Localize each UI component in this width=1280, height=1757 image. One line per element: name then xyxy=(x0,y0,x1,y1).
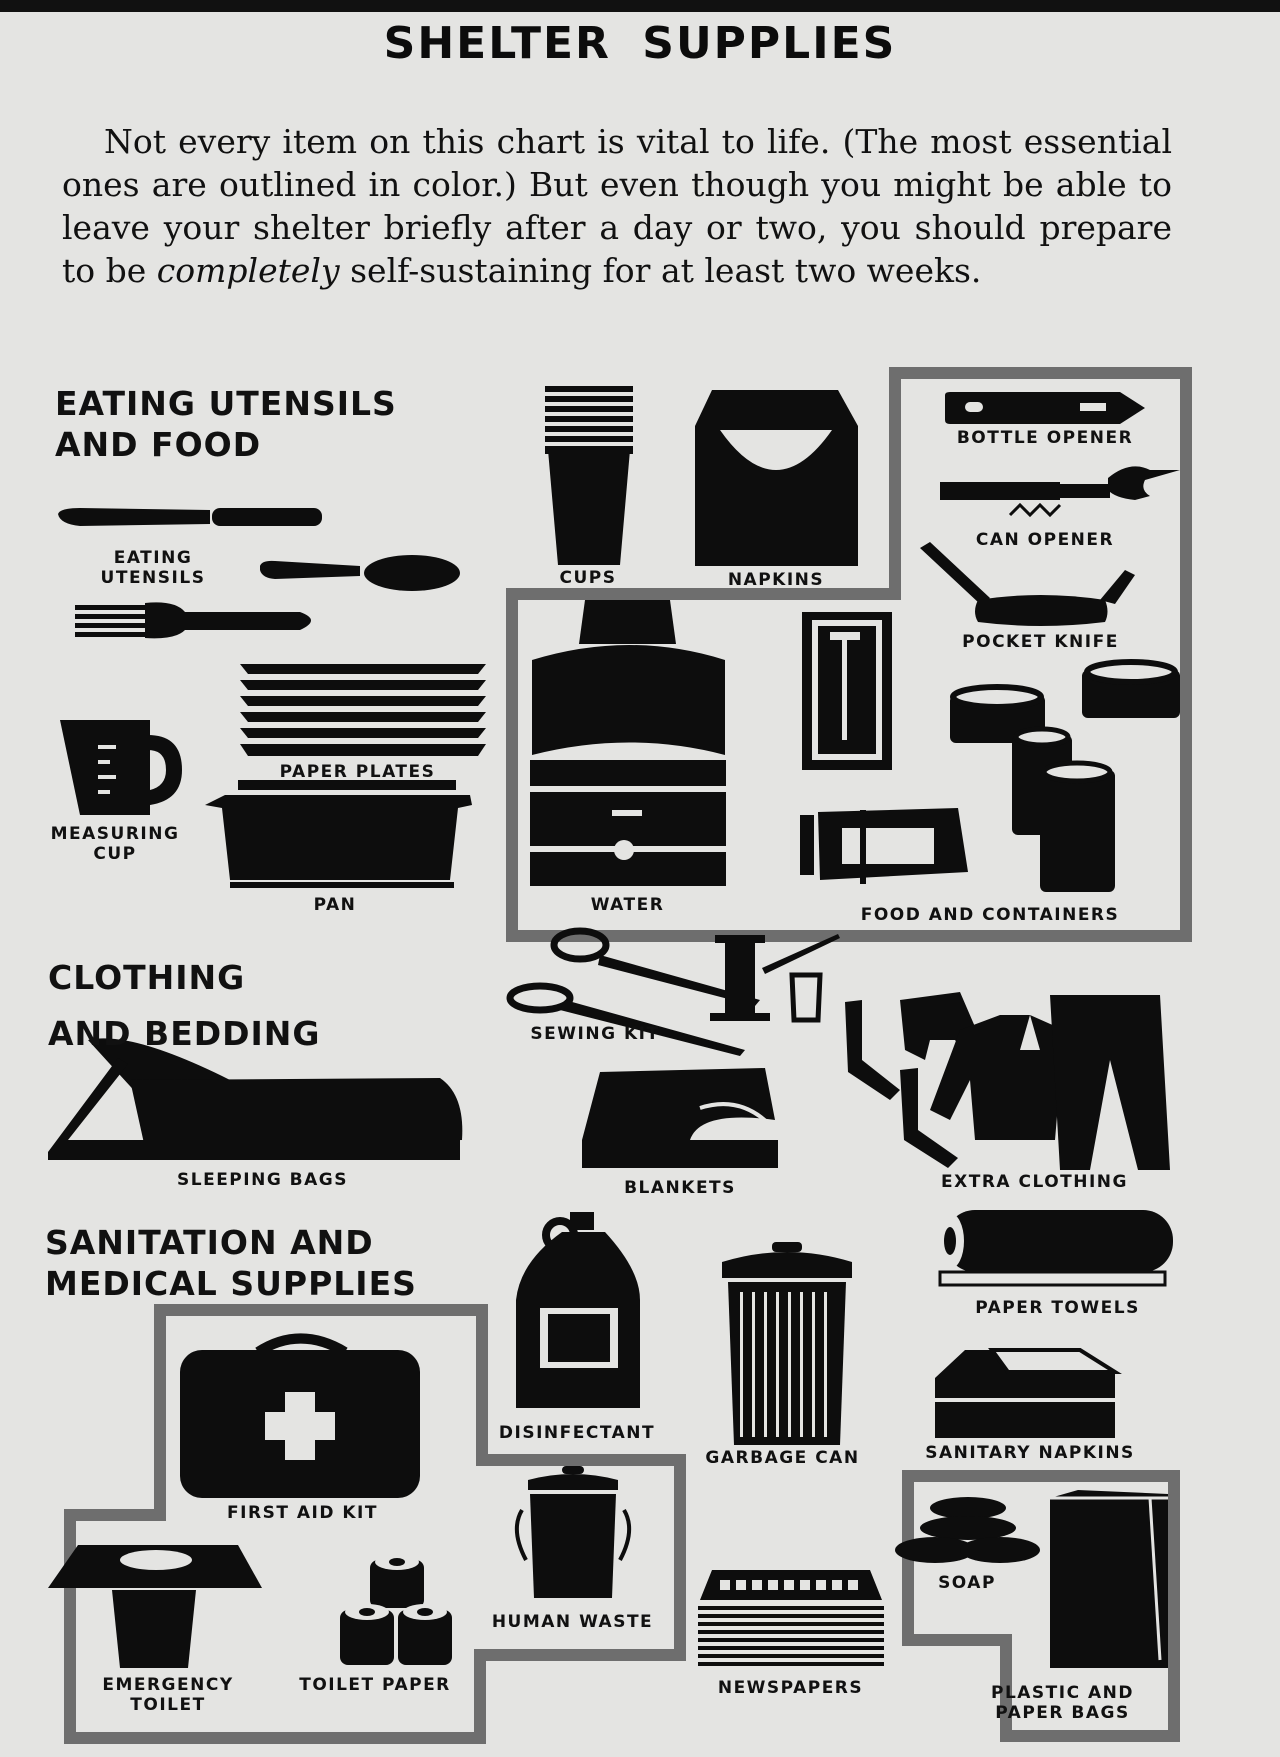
bottle-opener-icon xyxy=(945,392,1145,424)
paper-bags-icon xyxy=(1050,1490,1168,1668)
extra-clothing-icon xyxy=(845,992,1170,1170)
label-pocket-knife: POCKET KNIFE xyxy=(962,632,1119,652)
section-sanitation xyxy=(45,1222,417,1304)
intro-paragraph xyxy=(62,120,1172,292)
section-clothing-line2: AND BEDDING xyxy=(48,1014,321,1053)
water-icon xyxy=(530,600,726,886)
label-water: WATER xyxy=(590,895,665,915)
cans-icon xyxy=(950,662,1180,892)
section-clothing-line1: CLOTHING xyxy=(48,958,246,997)
label-extra-clothing: EXTRA CLOTHING xyxy=(941,1172,1128,1192)
label-napkins: NAPKINS xyxy=(727,570,825,590)
emergency-toilet-icon xyxy=(48,1545,262,1668)
label-cups: CUPS xyxy=(559,568,617,588)
sanitary-napkins-icon xyxy=(935,1350,1115,1438)
label-toilet-paper: TOILET PAPER xyxy=(299,1675,451,1695)
label-first-aid-kit: FIRST AID KIT xyxy=(227,1503,378,1523)
section-eating-line1: EATING UTENSILS xyxy=(55,384,397,423)
intro-emphasis: completely xyxy=(156,251,340,290)
label-bags-line1: PLASTIC AND xyxy=(990,1683,1134,1703)
intro-text-end: self-sustaining for at least two weeks. xyxy=(339,251,982,290)
label-food-and-containers: FOOD AND CONTAINERS xyxy=(860,905,1120,925)
knife-icon xyxy=(58,508,322,526)
cups-icon xyxy=(545,386,633,565)
pocket-knife-icon xyxy=(920,542,1135,626)
label-newspapers: NEWSPAPERS xyxy=(717,1678,864,1698)
label-sewing-kit: SEWING KIT xyxy=(530,1024,660,1044)
disinfectant-icon xyxy=(516,1212,640,1408)
napkins-icon xyxy=(695,390,858,566)
paper-towels-icon xyxy=(936,1210,1173,1285)
flashlight-icon xyxy=(802,612,892,770)
label-plastic-and-paper-bags xyxy=(980,1683,1145,1723)
label-measuring-cup xyxy=(40,824,190,864)
label-sanitary-napkins: SANITARY NAPKINS xyxy=(925,1443,1135,1463)
label-sleeping-bags: SLEEPING BAGS xyxy=(177,1170,348,1190)
fork-icon xyxy=(75,602,311,638)
label-soap: SOAP xyxy=(938,1573,996,1593)
section-sanitation-line1: SANITATION AND xyxy=(45,1223,374,1262)
label-garbage-can: GARBAGE CAN xyxy=(705,1448,860,1468)
label-emergency-toilet-line2: TOILET xyxy=(130,1695,206,1715)
pan-icon xyxy=(205,780,472,888)
section-clothing xyxy=(48,950,321,1062)
label-eating-utensils xyxy=(88,548,218,588)
human-waste-pail-icon xyxy=(517,1466,629,1598)
toilet-paper-icon xyxy=(340,1554,452,1665)
soap-icon xyxy=(895,1497,1040,1563)
section-sanitation-line2: MEDICAL SUPPLIES xyxy=(45,1264,417,1303)
label-eating-utensils-line2: UTENSILS xyxy=(100,568,206,588)
label-paper-towels: PAPER TOWELS xyxy=(975,1298,1140,1318)
garbage-can-icon xyxy=(722,1242,852,1445)
label-disinfectant: DISINFECTANT xyxy=(498,1423,656,1443)
section-eating xyxy=(55,383,397,465)
intro-text-start: Not every item on this chart is vital to life. (The most essential ones are outlined in color.) But even though you might be able to leave your shelter briefly after a day or two, you should prepare to be xyxy=(62,122,1172,290)
label-measuring-cup-line2: CUP xyxy=(93,844,137,864)
food-box-icon xyxy=(800,808,968,884)
label-bottle-opener: BOTTLE OPENER xyxy=(956,428,1134,448)
paper-plates-icon xyxy=(240,664,486,756)
poster-title: SHELTER SUPPLIES xyxy=(383,18,897,69)
blankets-icon xyxy=(582,1068,778,1168)
label-pan: PAN xyxy=(313,895,357,915)
section-eating-line2: AND FOOD xyxy=(55,425,262,464)
label-measuring-cup-line1: MEASURING xyxy=(50,824,180,844)
label-can-opener: CAN OPENER xyxy=(975,530,1115,550)
label-human-waste: HUMAN WASTE xyxy=(491,1612,654,1632)
first-aid-kit-icon xyxy=(180,1339,420,1499)
label-bags-line2: PAPER BAGS xyxy=(995,1703,1130,1723)
label-emergency-toilet xyxy=(88,1675,248,1715)
label-paper-plates: PAPER PLATES xyxy=(279,762,436,782)
label-eating-utensils-line1: EATING xyxy=(113,548,193,568)
thread-spool-icon xyxy=(710,934,840,1021)
spoon-icon xyxy=(260,555,460,591)
newspapers-icon xyxy=(698,1570,884,1666)
label-emergency-toilet-line1: EMERGENCY xyxy=(102,1675,234,1695)
can-opener-icon xyxy=(940,466,1180,515)
label-blankets: BLANKETS xyxy=(624,1178,736,1198)
measuring-cup-icon xyxy=(60,720,182,815)
